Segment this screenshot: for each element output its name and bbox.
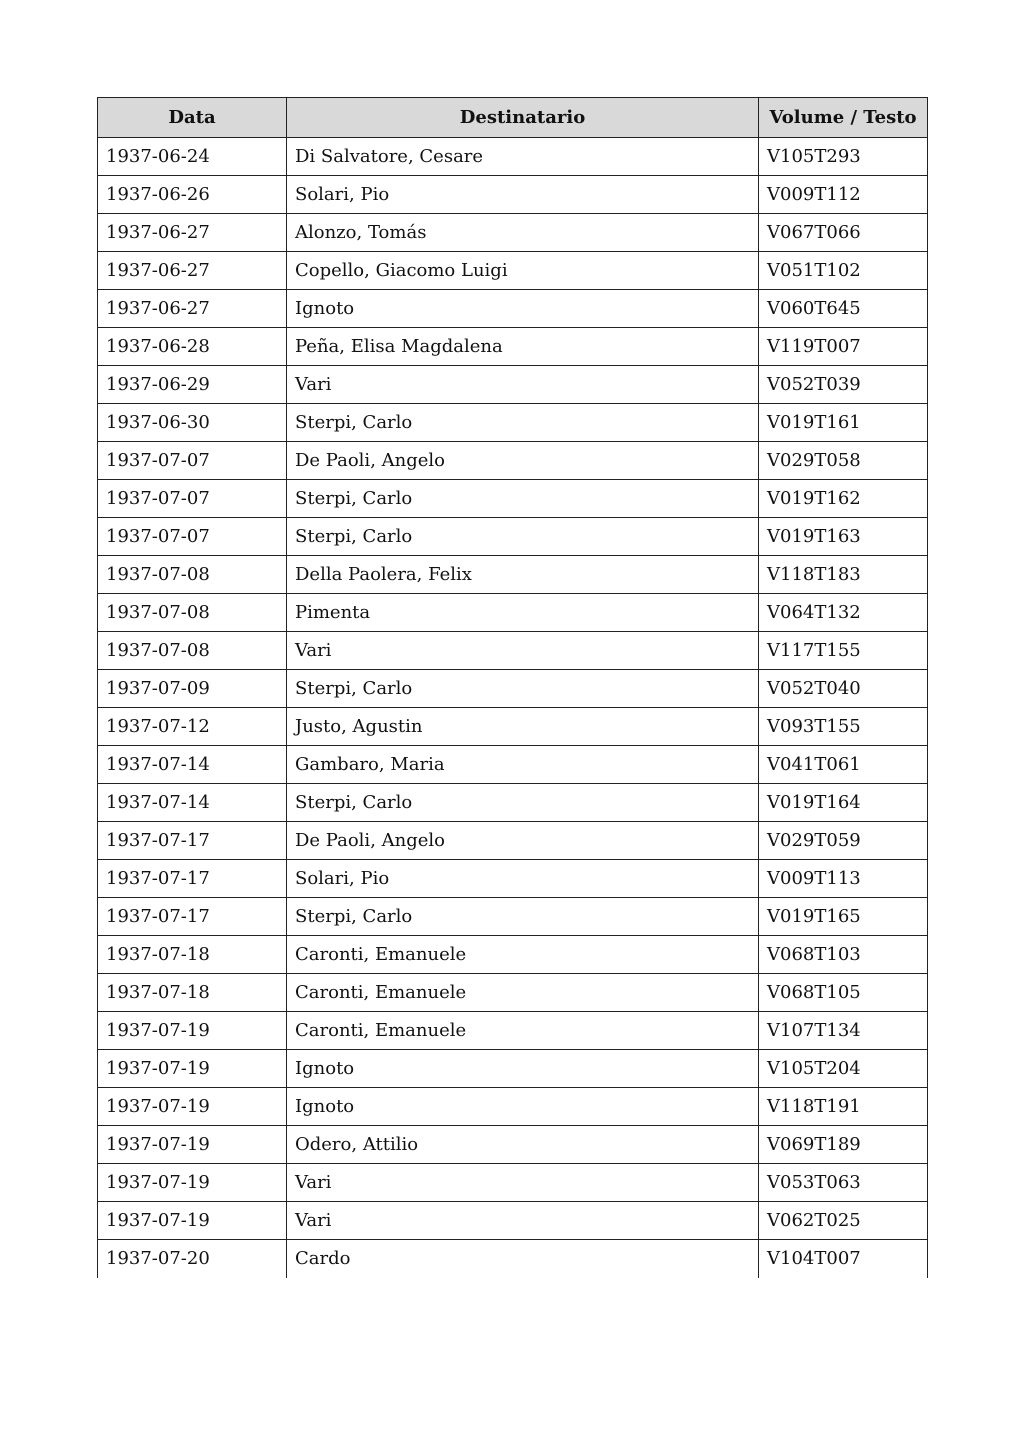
- cell-recipient: De Paoli, Angelo: [287, 822, 759, 860]
- cell-date: 1937-07-20: [98, 1240, 287, 1278]
- table-row: [98, 746, 928, 784]
- column-header-recipient: Destinatario: [287, 98, 759, 138]
- table-row: [98, 1240, 928, 1278]
- cell-recipient: Pimenta: [287, 594, 759, 632]
- cell-volume-text: V052T040: [759, 670, 928, 708]
- cell-recipient: Caronti, Emanuele: [287, 936, 759, 974]
- cell-date: 1937-07-12: [98, 708, 287, 746]
- cell-volume-text: V009T112: [759, 176, 928, 214]
- table-row: [98, 518, 928, 556]
- cell-date: 1937-06-29: [98, 366, 287, 404]
- cell-date: 1937-06-27: [98, 290, 287, 328]
- table-row: [98, 480, 928, 518]
- cell-volume-text: V041T061: [759, 746, 928, 784]
- cell-date: 1937-07-09: [98, 670, 287, 708]
- cell-date: 1937-07-07: [98, 480, 287, 518]
- table-row: [98, 290, 928, 328]
- cell-date: 1937-07-17: [98, 860, 287, 898]
- cell-recipient: Vari: [287, 1164, 759, 1202]
- cell-recipient: Ignoto: [287, 290, 759, 328]
- cell-volume-text: V093T155: [759, 708, 928, 746]
- cell-volume-text: V029T059: [759, 822, 928, 860]
- cell-recipient: Odero, Attilio: [287, 1126, 759, 1164]
- cell-recipient: Sterpi, Carlo: [287, 404, 759, 442]
- table-body: [98, 138, 928, 1278]
- table-row: [98, 556, 928, 594]
- table-row: [98, 594, 928, 632]
- cell-recipient: Cardo: [287, 1240, 759, 1278]
- cell-date: 1937-06-30: [98, 404, 287, 442]
- cell-recipient: Della Paolera, Felix: [287, 556, 759, 594]
- cell-date: 1937-07-17: [98, 898, 287, 936]
- cell-volume-text: V060T645: [759, 290, 928, 328]
- cell-date: 1937-06-27: [98, 252, 287, 290]
- cell-recipient: Caronti, Emanuele: [287, 974, 759, 1012]
- cell-volume-text: V117T155: [759, 632, 928, 670]
- cell-date: 1937-06-26: [98, 176, 287, 214]
- table-row: [98, 784, 928, 822]
- cell-date: 1937-07-08: [98, 556, 287, 594]
- cell-volume-text: V068T103: [759, 936, 928, 974]
- table-row: [98, 1088, 928, 1126]
- cell-recipient: Peña, Elisa Magdalena: [287, 328, 759, 366]
- cell-date: 1937-07-19: [98, 1164, 287, 1202]
- column-header-volume-text: Volume / Testo: [759, 98, 928, 138]
- cell-recipient: Vari: [287, 632, 759, 670]
- cell-recipient: Ignoto: [287, 1088, 759, 1126]
- table-row: [98, 708, 928, 746]
- cell-date: 1937-07-19: [98, 1012, 287, 1050]
- cell-volume-text: V019T162: [759, 480, 928, 518]
- table-row: [98, 860, 928, 898]
- cell-recipient: Sterpi, Carlo: [287, 480, 759, 518]
- table-row: [98, 252, 928, 290]
- cell-recipient: Gambaro, Maria: [287, 746, 759, 784]
- cell-date: 1937-07-19: [98, 1050, 287, 1088]
- cell-recipient: Caronti, Emanuele: [287, 1012, 759, 1050]
- table-row: [98, 1126, 928, 1164]
- table-row: [98, 1012, 928, 1050]
- cell-date: 1937-07-07: [98, 518, 287, 556]
- table-row: [98, 214, 928, 252]
- cell-date: 1937-06-24: [98, 138, 287, 176]
- cell-recipient: De Paoli, Angelo: [287, 442, 759, 480]
- cell-volume-text: V118T183: [759, 556, 928, 594]
- cell-date: 1937-07-18: [98, 974, 287, 1012]
- cell-volume-text: V105T293: [759, 138, 928, 176]
- cell-recipient: Justo, Agustin: [287, 708, 759, 746]
- cell-recipient: Sterpi, Carlo: [287, 784, 759, 822]
- column-header-date: Data: [98, 98, 287, 138]
- table-row: [98, 176, 928, 214]
- cell-date: 1937-07-08: [98, 632, 287, 670]
- cell-volume-text: V009T113: [759, 860, 928, 898]
- cell-volume-text: V019T164: [759, 784, 928, 822]
- table-row: [98, 898, 928, 936]
- cell-recipient: Solari, Pio: [287, 860, 759, 898]
- table-row: [98, 1050, 928, 1088]
- table-row: [98, 1202, 928, 1240]
- cell-volume-text: V069T189: [759, 1126, 928, 1164]
- cell-date: 1937-07-08: [98, 594, 287, 632]
- cell-volume-text: V064T132: [759, 594, 928, 632]
- cell-volume-text: V019T165: [759, 898, 928, 936]
- table-row: [98, 442, 928, 480]
- table-row: [98, 822, 928, 860]
- table-row: [98, 404, 928, 442]
- table-header: [98, 98, 928, 138]
- cell-recipient: Solari, Pio: [287, 176, 759, 214]
- cell-volume-text: V107T134: [759, 1012, 928, 1050]
- cell-volume-text: V062T025: [759, 1202, 928, 1240]
- cell-recipient: Alonzo, Tomás: [287, 214, 759, 252]
- cell-date: 1937-06-28: [98, 328, 287, 366]
- cell-date: 1937-07-19: [98, 1202, 287, 1240]
- cell-volume-text: V104T007: [759, 1240, 928, 1278]
- cell-date: 1937-07-18: [98, 936, 287, 974]
- cell-date: 1937-07-14: [98, 746, 287, 784]
- table-row: [98, 366, 928, 404]
- table-row: [98, 974, 928, 1012]
- cell-recipient: Copello, Giacomo Luigi: [287, 252, 759, 290]
- table-row: [98, 138, 928, 176]
- cell-date: 1937-07-07: [98, 442, 287, 480]
- cell-recipient: Di Salvatore, Cesare: [287, 138, 759, 176]
- cell-recipient: Ignoto: [287, 1050, 759, 1088]
- cell-volume-text: V019T163: [759, 518, 928, 556]
- cell-recipient: Vari: [287, 1202, 759, 1240]
- letters-table: [97, 97, 928, 1278]
- cell-date: 1937-06-27: [98, 214, 287, 252]
- cell-recipient: Sterpi, Carlo: [287, 670, 759, 708]
- cell-recipient: Sterpi, Carlo: [287, 518, 759, 556]
- table-row: [98, 670, 928, 708]
- cell-volume-text: V119T007: [759, 328, 928, 366]
- table-row: [98, 936, 928, 974]
- cell-volume-text: V029T058: [759, 442, 928, 480]
- table-row: [98, 632, 928, 670]
- cell-volume-text: V052T039: [759, 366, 928, 404]
- table-row: [98, 1164, 928, 1202]
- cell-date: 1937-07-14: [98, 784, 287, 822]
- header-row: [98, 98, 928, 138]
- table-row: [98, 328, 928, 366]
- cell-volume-text: V068T105: [759, 974, 928, 1012]
- cell-volume-text: V118T191: [759, 1088, 928, 1126]
- letters-table-container: [97, 97, 927, 1278]
- cell-date: 1937-07-19: [98, 1088, 287, 1126]
- cell-recipient: Vari: [287, 366, 759, 404]
- cell-volume-text: V067T066: [759, 214, 928, 252]
- cell-volume-text: V019T161: [759, 404, 928, 442]
- cell-date: 1937-07-19: [98, 1126, 287, 1164]
- cell-recipient: Sterpi, Carlo: [287, 898, 759, 936]
- cell-volume-text: V053T063: [759, 1164, 928, 1202]
- cell-volume-text: V105T204: [759, 1050, 928, 1088]
- cell-volume-text: V051T102: [759, 252, 928, 290]
- cell-date: 1937-07-17: [98, 822, 287, 860]
